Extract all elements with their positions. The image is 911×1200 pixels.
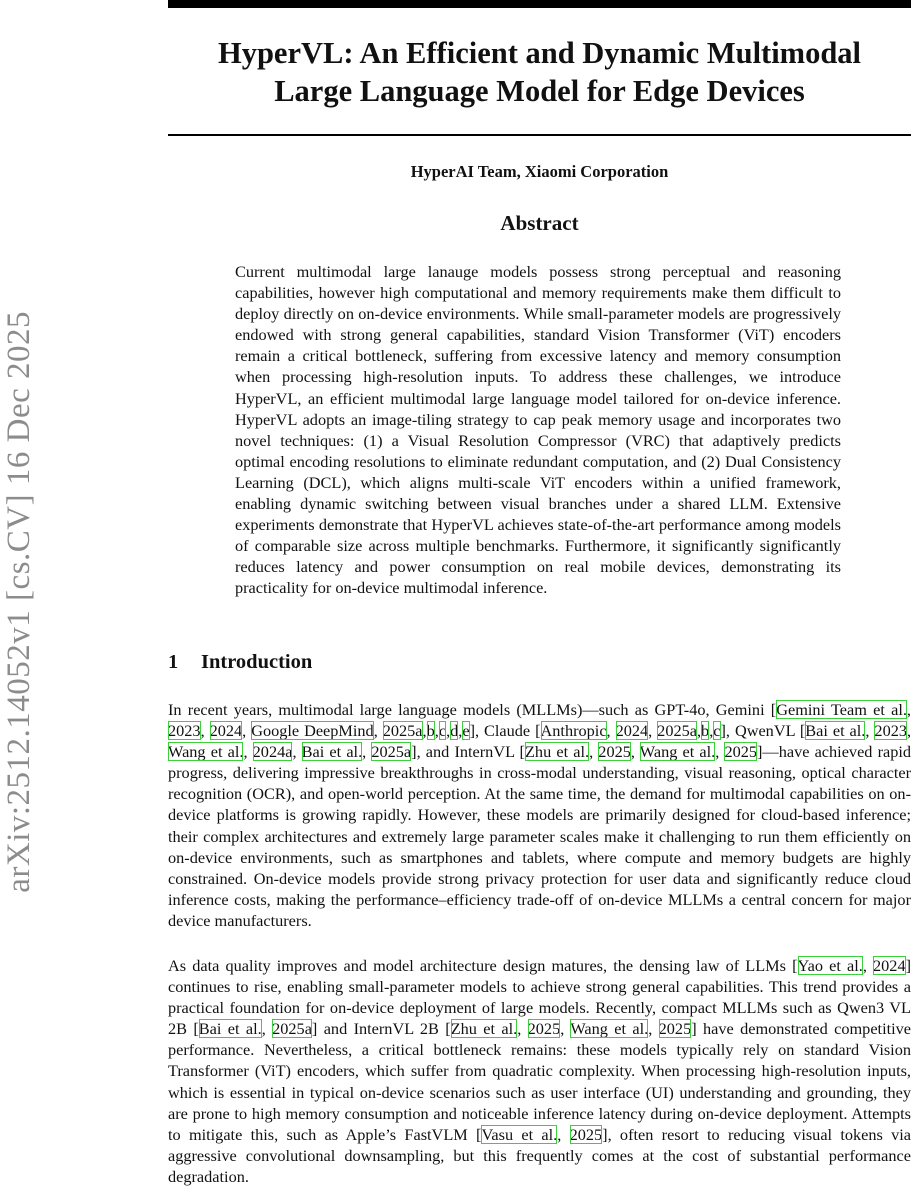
citation-link[interactable]: Zhu et al. [450, 1019, 518, 1039]
text-run: In recent years, multimodal large language models (MLLMs)—such as GPT-4o, Gemini [ [168, 700, 777, 719]
citation-link[interactable]: 2023 [168, 721, 201, 741]
author-line: HyperAI Team, Xiaomi Corporation [410, 162, 669, 181]
citation-link[interactable]: 2023 [874, 721, 907, 741]
text-run: ] have demonstrated competitive performance. Nevertheless, a critical bottleneck remains: these models typically rely on standard Vision Transformer (ViT) encoders, which suffer from quadratic complexity. When processing high-resolution inputs, which is essential in typical on-device scenarios such as user interface (UI) understanding and grounding, they are prone to high memory consumption and noticeable inference latency during on-device deployment. Attempts to mitigate this, such as Apple’s FastVLM [ [168, 1019, 911, 1144]
text-run: , [557, 1124, 570, 1144]
text-run: , [606, 721, 616, 741]
citation-link[interactable]: Wang et al. [639, 742, 716, 762]
citation-link[interactable]: d [450, 721, 459, 741]
text-run: , [373, 721, 383, 741]
abstract-body: Current multimodal large lanauge models possess strong perceptual and reasoning capabilities, however high computational and memory requirements make them difficult to deploy directly on on-device environments. While small-parameter models are progressively endowed with strong general capabilities, standard Vision Transformer (ViT) encoders remain a critical bottleneck, suffering from excessive latency and memory consumption when processing high-resolution inputs. To address these challenges, we introduce HyperVL, an efficient multimodal large language model tailored for on-device inference. HyperVL adopts an image-tiling strategy to cap peak memory usage and incorporates two novel techniques: (1) a Visual Resolution Compressor (VRC) that adaptively predicts optimal encoding resolutions to eliminate redundant computation, and (2) Dual Consistency Learning (DCL), which aligns multi-scale ViT encoders within a unified framework, enabling dynamic switching between visual branches under a shared LLM. Extensive experiments demonstrate that HyperVL achieves state-of-the-art performance among models of comparable size across multiple benchmarks. Furthermore, it significantly significantly reduces latency and power consumption on real mobile devices, demonstrating its practicality for on-device multimodal inference. [235, 262, 841, 598]
text-run: , [648, 721, 658, 741]
citation-link[interactable]: 2025 [724, 742, 757, 762]
citation-link[interactable]: c [713, 721, 721, 741]
text-run: , [422, 721, 427, 741]
text-run: ] continues to rise, enabling small-parameter models to achieve strong general capabilities. This trend provides a practical foundation for on-device deployment of large models. Recently, compact MLLMs such as Qwen3 VL 2B [ [168, 956, 911, 1039]
citation-link[interactable]: Vasu et al. [481, 1124, 558, 1144]
citation-link[interactable]: 2025 [569, 1124, 603, 1144]
citation-link[interactable]: Yao et al. [797, 956, 863, 975]
abstract-heading: Abstract [500, 211, 579, 235]
title-bottom-rule [168, 134, 911, 136]
citation-link[interactable]: 2025 [527, 1019, 561, 1039]
citation-link[interactable]: Google DeepMind [251, 721, 374, 741]
text-run: , [862, 956, 874, 975]
citation-link[interactable]: 2025 [658, 1019, 692, 1039]
citation-link[interactable]: Wang et al. [168, 742, 244, 762]
text-run: , [261, 1019, 273, 1039]
arxiv-sidebar-stamp [2, 262, 36, 942]
text-run: ]—have achieved rapid progress, delivering impressive breakthroughs in cross-modal understanding, visual reasoning, optical character recognition (OCR), and open-world perception. At the same time, the demand for multimodal capabilities on on-device platforms is growing rapidly. However, these models are primarily designed for cloud-based inference; their complex architectures and extremely large parameter scales make it challenging to run them efficiently on on-device environments, such as smartphones and tablets, where compute and memory budgets are highly constrained. On-device models provide strong privacy protection for user data and significantly reduce cloud inference costs, making the performance–efficiency trade-off of on-device MLLMs a central concern for major device manufacturers. [168, 742, 911, 930]
text-run: , [458, 721, 463, 741]
citation-link[interactable]: e [462, 721, 470, 741]
text-run: , [446, 721, 451, 741]
section-title: Introduction [201, 651, 313, 673]
citation-link[interactable]: 2024a [252, 742, 293, 762]
citation-link[interactable]: 2025a [382, 721, 423, 741]
text-run: , [517, 1019, 528, 1039]
intro-paragraph-2 [168, 955, 911, 1187]
text-run: , [648, 1019, 659, 1039]
text-run: ], often resort to reducing visual tokens via aggressive convolutional downsampling, but this frequently comes at the cost of substantial performance degradation. [168, 1124, 911, 1186]
section-number: 1 [168, 651, 179, 673]
citation-link[interactable]: 2024 [615, 721, 649, 741]
title-line-1: HyperVL: An Efficient and Dynamic Multimodal [217, 36, 862, 70]
citation-link[interactable]: Bai et al. [301, 742, 363, 762]
text-run: , [560, 1019, 571, 1039]
section-heading-introduction [168, 651, 312, 674]
text-run: , [906, 700, 911, 719]
citation-link[interactable]: 2025a [371, 742, 412, 762]
text-run: , [362, 742, 372, 762]
citation-link[interactable]: 2025a [657, 721, 697, 741]
text-run: , [243, 742, 253, 762]
title-line-2: Large Language Model for Edge Devices [274, 74, 805, 108]
arxiv-id-text: arXiv:2512.14052v1 [cs.CV] 16 Dec 2025 [0, 311, 37, 893]
text-run: ], and InternVL [ [411, 742, 525, 762]
text-run: , [242, 721, 252, 741]
text-run: As data quality improves and model architecture design matures, the densing law of LLMs [ [168, 956, 798, 975]
citation-link[interactable]: Anthropic [540, 721, 607, 741]
text-run: , [696, 721, 702, 741]
citation-link[interactable]: b [701, 721, 710, 741]
text-run: , [200, 721, 210, 741]
citation-link[interactable]: 2024 [873, 956, 906, 975]
text-run: , [709, 721, 714, 741]
citation-link[interactable]: 2025 [598, 742, 631, 762]
citation-link[interactable]: Gemini Team et al. [776, 700, 907, 719]
text-run: ] and InternVL 2B [ [311, 1019, 451, 1039]
citation-link[interactable]: b [426, 721, 435, 741]
citation-link[interactable]: Wang et al. [570, 1019, 649, 1039]
citation-link[interactable]: c [438, 721, 447, 741]
citation-link[interactable]: 2025a [272, 1019, 312, 1039]
text-run: , [589, 742, 599, 762]
citation-link[interactable]: 2024 [209, 721, 243, 741]
text-run: , [292, 742, 302, 762]
text-run: ], QwenVL [ [720, 721, 806, 741]
citation-link[interactable]: Bai et al. [805, 721, 866, 741]
intro-paragraph-1 [168, 699, 911, 931]
text-run: , [906, 721, 911, 741]
text-run: , [630, 742, 640, 762]
citation-link[interactable]: Zhu et al. [524, 742, 590, 762]
text-run: , [434, 721, 439, 741]
text-run: , [865, 721, 875, 741]
paper-title [168, 34, 911, 110]
title-top-rule [168, 0, 911, 8]
text-run: ], Claude [ [469, 721, 541, 741]
citation-link[interactable]: Bai et al. [198, 1019, 262, 1039]
text-run: , [715, 742, 725, 762]
